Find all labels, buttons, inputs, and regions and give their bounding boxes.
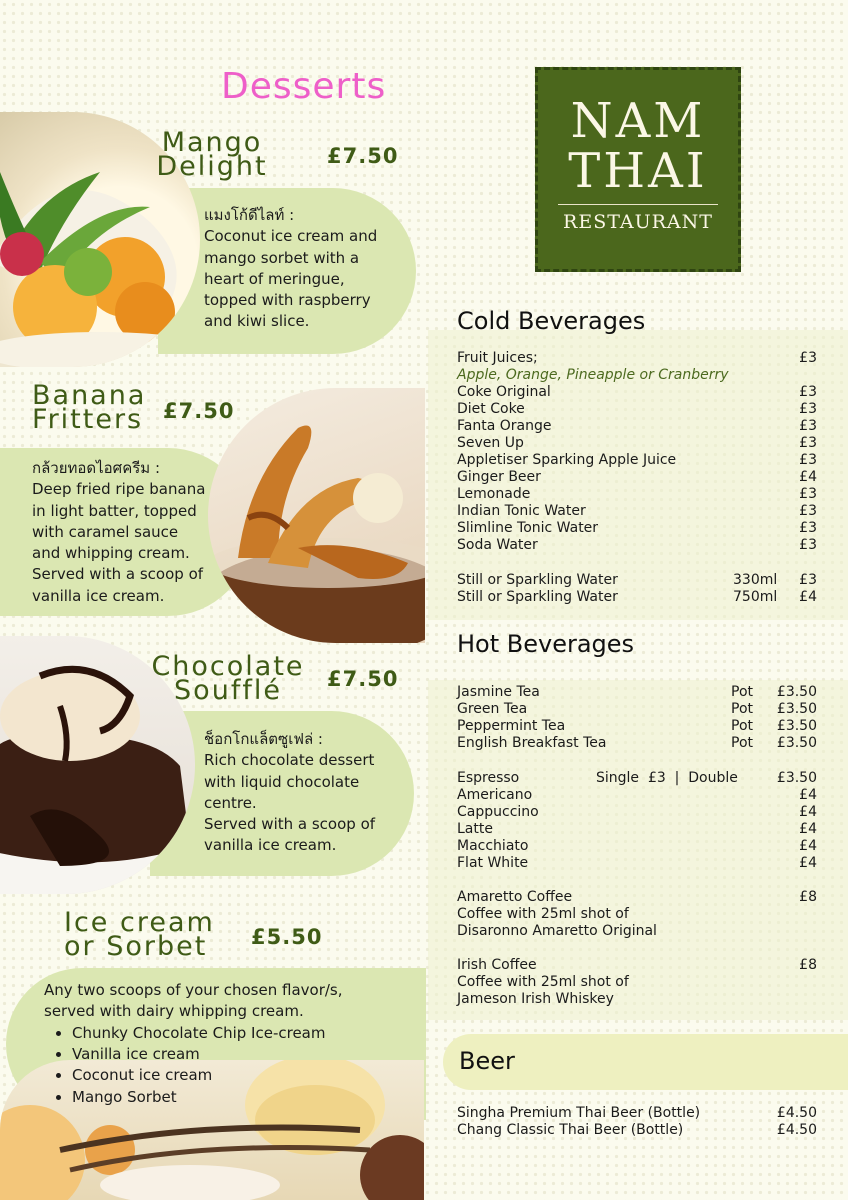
banana-fritters-description <box>32 458 222 607</box>
item-price: £3 <box>799 537 817 553</box>
menu-row-water <box>457 589 817 606</box>
item-price: £4 <box>799 787 817 803</box>
item-price: £8 <box>799 889 817 905</box>
item-price: £8 <box>799 957 817 973</box>
chocolate-souffle-description <box>204 729 404 857</box>
item-name: Still or Sparkling Water <box>457 589 618 605</box>
item-price: £3 <box>799 384 817 400</box>
icecream-name <box>64 907 234 962</box>
menu-row-fruit-juices <box>457 350 817 367</box>
banana-fritters-name <box>32 380 154 435</box>
item-price: £4 <box>799 821 817 837</box>
detail-line: Coffee with 25ml shot of <box>457 974 629 990</box>
item-price: £4.50 <box>776 1122 817 1138</box>
detail-line: Jameson Irish Whiskey <box>457 991 614 1007</box>
detail-line: Coffee with 25ml shot of <box>457 906 629 922</box>
item-name: Peppermint Tea <box>457 718 566 734</box>
menu-row <box>457 787 817 804</box>
chocolate-desc-line: Served with a scoop of <box>204 815 376 834</box>
item-name: Ginger Beer <box>457 469 541 485</box>
menu-row <box>457 804 817 821</box>
item-unit: Pot <box>731 701 753 717</box>
icecream-price: £5.50 <box>251 925 323 949</box>
item-name: Flat White <box>457 855 529 871</box>
item-price: £3 <box>799 486 817 502</box>
logo-line2: THAI <box>568 143 708 199</box>
detail-line: Disaronno Amaretto Original <box>457 923 657 939</box>
item-name: Appletiser Sparking Apple Juice <box>457 452 677 468</box>
item-price: £4 <box>799 589 817 605</box>
logo-line1: NAM <box>570 93 706 149</box>
item-name: Macchiato <box>457 838 529 854</box>
irish-detail <box>457 991 817 1008</box>
mango-desc-line: mango sorbet with a <box>204 248 360 267</box>
item-name: Fanta Orange <box>457 418 552 434</box>
fruit-juice-options <box>457 367 817 384</box>
banana-desc-line: vanilla ice cream. <box>32 586 165 605</box>
item-price: £3 <box>799 520 817 536</box>
chocolate-name-line1: Chocolate <box>151 651 305 682</box>
banana-fritters-illustration <box>208 388 425 643</box>
mango-delight-price: £7.50 <box>327 144 399 168</box>
item-price: £3.50 <box>776 701 817 717</box>
menu-row <box>457 401 817 418</box>
icecream-name-line2: or Sorbet <box>64 931 208 962</box>
mango-desc-line: and kiwi slice. <box>204 312 310 331</box>
icecream-intro-line: Any two scoops of your chosen flavor/s, <box>44 981 343 999</box>
mango-desc-line: heart of meringue, <box>204 269 345 288</box>
flavor-item: • Vanilla ice cream <box>72 1044 404 1065</box>
item-price: £3 <box>799 503 817 519</box>
menu-row <box>457 821 817 838</box>
chocolate-desc-line: centre. <box>204 793 257 812</box>
item-price: £3.50 <box>776 770 817 786</box>
chocolate-thai-name: ช็อกโกแล็ตซูเฟล่ : <box>204 730 323 748</box>
menu-row <box>457 520 817 537</box>
item-price: £4 <box>799 469 817 485</box>
chocolate-desc-line: Rich chocolate dessert <box>204 751 375 770</box>
item-price: £4.50 <box>776 1105 817 1121</box>
menu-row <box>457 537 817 554</box>
item-price: £3 <box>799 452 817 468</box>
item-name: Lemonade <box>457 486 531 502</box>
menu-row-amaretto <box>457 889 817 906</box>
amaretto-detail <box>457 923 817 940</box>
chocolate-souffle-price: £7.50 <box>327 667 399 691</box>
mango-name-line2: Delight <box>156 151 268 182</box>
logo-divider <box>558 204 718 205</box>
item-price: £3 <box>799 350 817 366</box>
banana-name-line1: Banana <box>32 380 147 411</box>
menu-row-beer <box>457 1122 817 1139</box>
cold-beverages-title: Cold Beverages <box>457 307 646 335</box>
banana-desc-line: Served with a scoop of <box>32 565 204 584</box>
menu-row <box>457 855 817 872</box>
menu-row <box>457 838 817 855</box>
flavor-item: • Mango Sorbet <box>72 1087 404 1108</box>
item-name: English Breakfast Tea <box>457 735 607 751</box>
mango-delight-description <box>204 205 404 333</box>
menu-row <box>457 503 817 520</box>
desserts-heading: Desserts <box>221 66 387 107</box>
item-price: £3.50 <box>776 718 817 734</box>
item-name: Amaretto Coffee <box>457 889 573 905</box>
icecream-description <box>44 980 404 1108</box>
menu-row <box>457 684 817 701</box>
logo-line3: RESTAURANT <box>563 211 713 233</box>
item-name: Soda Water <box>457 537 538 553</box>
item-price: £3.50 <box>776 735 817 751</box>
item-name: Indian Tonic Water <box>457 503 586 519</box>
nam-thai-logo <box>535 67 741 272</box>
mango-delight-name <box>148 127 276 182</box>
item-price: £4 <box>799 804 817 820</box>
banana-desc-line: Deep fried ripe banana <box>32 480 206 499</box>
hot-beverages-title: Hot Beverages <box>457 630 635 658</box>
chocolate-desc-line: vanilla ice cream. <box>204 836 337 855</box>
menu-row <box>457 735 817 752</box>
mango-desc-line: topped with raspberry <box>204 291 371 310</box>
menu-row <box>457 718 817 735</box>
item-unit: Pot <box>731 718 753 734</box>
menu-row <box>457 701 817 718</box>
banana-fritters-photo <box>208 388 425 643</box>
item-name: Slimline Tonic Water <box>457 520 599 536</box>
item-price: £4 <box>799 838 817 854</box>
item-name: Latte <box>457 821 493 837</box>
item-name: Diet Coke <box>457 401 525 417</box>
icecream-intro-line: served with dairy whipping cream. <box>44 1002 304 1021</box>
item-size: 330ml <box>733 572 778 588</box>
item-name: Irish Coffee <box>457 957 537 973</box>
menu-row <box>457 384 817 401</box>
item-name: Cappuccino <box>457 804 539 820</box>
item-name: Fruit Juices; <box>457 350 538 366</box>
juice-flavors: Apple, Orange, Pineapple or Cranberry <box>457 367 729 383</box>
item-name: Seven Up <box>457 435 524 451</box>
mango-name-line1: Mango <box>161 127 263 158</box>
menu-row-beer <box>457 1105 817 1122</box>
chocolate-souffle-name <box>148 651 308 706</box>
flavor-item: • Chunky Chocolate Chip Ice-cream <box>72 1023 404 1044</box>
item-price: £3 <box>799 401 817 417</box>
item-price: £3 <box>799 572 817 588</box>
item-size: 750ml <box>733 589 778 605</box>
chocolate-name-line2: Soufflé <box>174 675 282 706</box>
banana-desc-line: in light batter, topped <box>32 501 197 520</box>
menu-row-water <box>457 572 817 589</box>
menu-row <box>457 469 817 486</box>
item-name: Jasmine Tea <box>457 684 540 700</box>
item-price: £3.50 <box>776 684 817 700</box>
amaretto-detail <box>457 906 817 923</box>
item-price: £3 <box>799 418 817 434</box>
item-name: Americano <box>457 787 533 803</box>
banana-thai-name: กล้วยทอดไอศครีม : <box>32 459 160 477</box>
item-name: Espresso <box>457 770 520 786</box>
flavor-item: • Coconut ice cream <box>72 1065 404 1086</box>
item-unit: Pot <box>731 684 753 700</box>
espresso-options: Single £3 | Double <box>596 770 738 786</box>
mango-thai-name: แมงโก้ดีไลท์ : <box>204 206 295 224</box>
item-price: £3 <box>799 435 817 451</box>
banana-name-line2: Fritters <box>32 404 144 435</box>
mango-desc-line: Coconut ice cream and <box>204 227 378 246</box>
chocolate-desc-line: with liquid chocolate <box>204 772 360 791</box>
banana-desc-line: and whipping cream. <box>32 544 190 563</box>
item-unit: Pot <box>731 735 753 751</box>
menu-row <box>457 486 817 503</box>
item-name: Still or Sparkling Water <box>457 572 618 588</box>
icecream-name-line1: Ice cream <box>64 907 215 938</box>
item-price: £4 <box>799 855 817 871</box>
item-name: Singha Premium Thai Beer (Bottle) <box>457 1105 701 1121</box>
irish-detail <box>457 974 817 991</box>
menu-row <box>457 435 817 452</box>
menu-row-irish <box>457 957 817 974</box>
banana-desc-line: with caramel sauce <box>32 522 179 541</box>
menu-row <box>457 452 817 469</box>
item-name: Green Tea <box>457 701 528 717</box>
item-name: Coke Original <box>457 384 551 400</box>
menu-row <box>457 418 817 435</box>
menu-row-espresso <box>457 770 817 787</box>
beer-title: Beer <box>459 1047 515 1075</box>
banana-fritters-price: £7.50 <box>163 399 235 423</box>
item-name: Chang Classic Thai Beer (Bottle) <box>457 1122 684 1138</box>
flavor-list <box>44 1023 404 1109</box>
